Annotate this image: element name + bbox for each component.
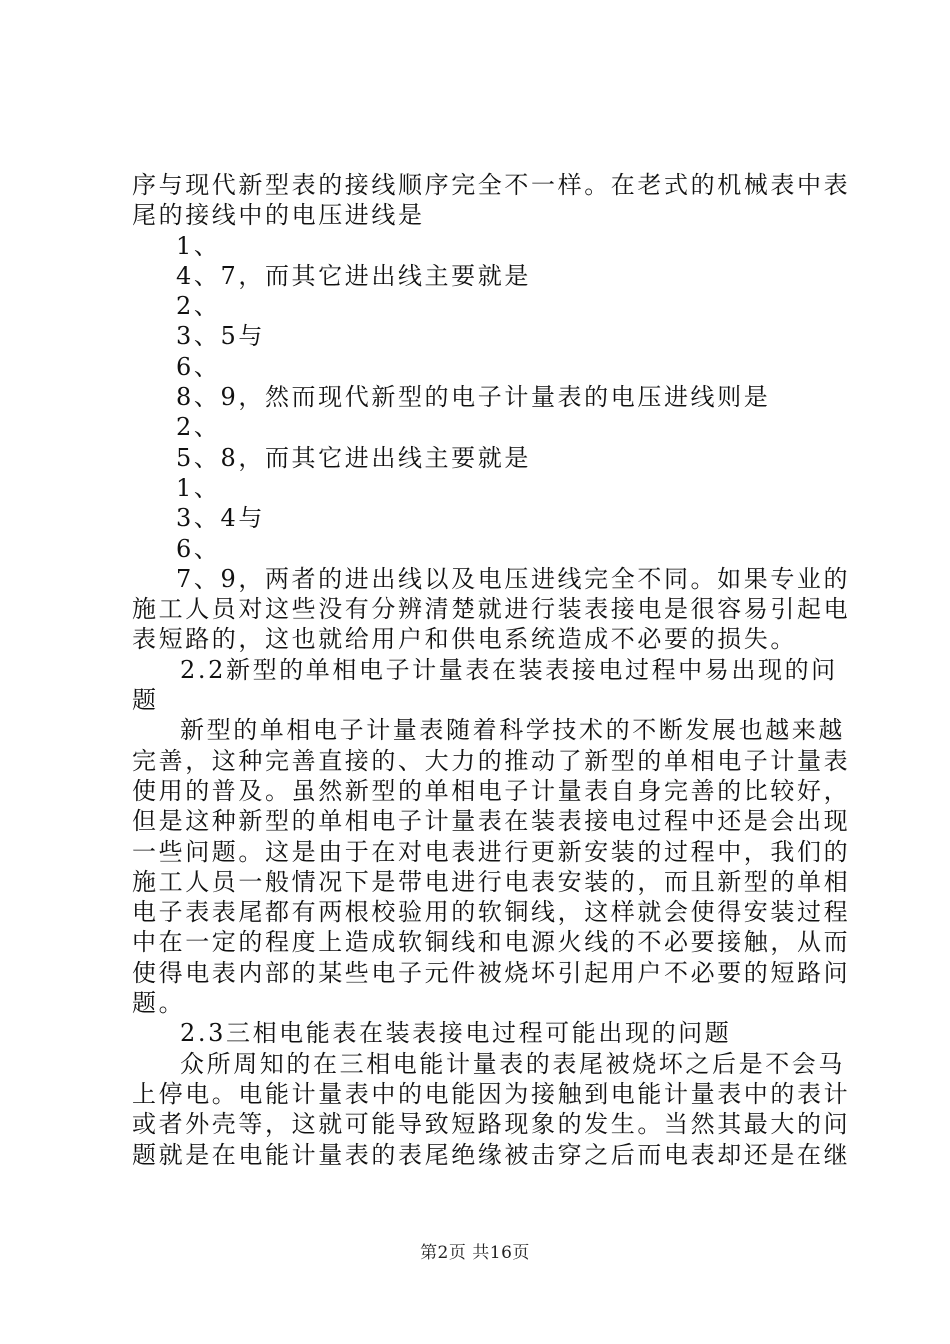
text-line: 1、 [176,231,221,260]
text-line: 新型的单相电子计量表随着科学技术的不断发展也越来越 [180,716,845,745]
text-line: 6、 [176,352,221,381]
text-line: 施工人员一般情况下是带电进行电表安装的，而且新型的单相 [132,867,851,896]
text-line: 4、7，而其它进出线主要就是 [176,261,531,290]
text-line: 尾的接线中的电压进线是 [132,201,425,230]
text-line: 表短路的，这也就给用户和供电系统造成不必要的损失。 [132,625,797,654]
body-text [132,170,851,1170]
text-line: 电子表表尾都有两根校验用的软铜线，这样就会使得安装过程 [132,898,851,927]
text-line: 1、 [176,473,221,502]
text-line: 一些问题。这是由于在对电表进行更新安装的过程中，我们的 [132,837,851,866]
text-line: 3、5与 [176,322,265,351]
text-line: 3、4与 [176,504,265,533]
text-line: 6、 [176,534,221,563]
text-line: 上停电。电能计量表中的电能因为接触到电能计量表中的表计 [132,1079,851,1108]
text-line: 7、9，两者的进出线以及电压进线完全不同。如果专业的 [176,564,851,593]
text-line: 题。 [132,989,186,1018]
text-line: 使用的普及。虽然新型的单相电子计量表自身完善的比较好， [132,776,851,805]
text-line: 施工人员对这些没有分辨清楚就进行装表接电是很容易引起电 [132,595,851,624]
text-line: 2、 [176,413,221,442]
text-line: 题就是在电能计量表的表尾绝缘被击穿之后而电表却还是在继 [132,1140,851,1169]
page-footer: 第2页 共16页 [420,1243,530,1263]
text-line: 序与现代新型表的接线顺序完全不一样。在老式的机械表中表 [132,171,851,199]
text-line: 完善，这种完善直接的、大力的推动了新型的单相电子计量表 [132,746,851,775]
text-line: 8、9，然而现代新型的电子计量表的电压进线则是 [176,383,771,412]
text-line: 使得电表内部的某些电子元件被烧坏引起用户不必要的短路问 [132,958,851,987]
text-line: 2.2新型的单相电子计量表在装表接电过程中易出现的问 [180,655,838,684]
text-line: 众所周知的在三相电能计量表的表尾被烧坏之后是不会马 [180,1049,845,1078]
text-line: 5、8，而其它进出线主要就是 [176,443,531,472]
text-line: 但是这种新型的单相电子计量表在装表接电过程中还是会出现 [132,807,851,836]
text-line: 或者外壳等，这就可能导致短路现象的发生。当然其最大的问 [132,1110,851,1139]
text-line: 题 [132,686,159,715]
text-line: 中在一定的程度上造成软铜线和电源火线的不必要接触，从而 [132,928,851,957]
text-line: 2、 [176,292,221,321]
text-line: 2.3三相电能表在装表接电过程可能出现的问题 [180,1019,732,1048]
